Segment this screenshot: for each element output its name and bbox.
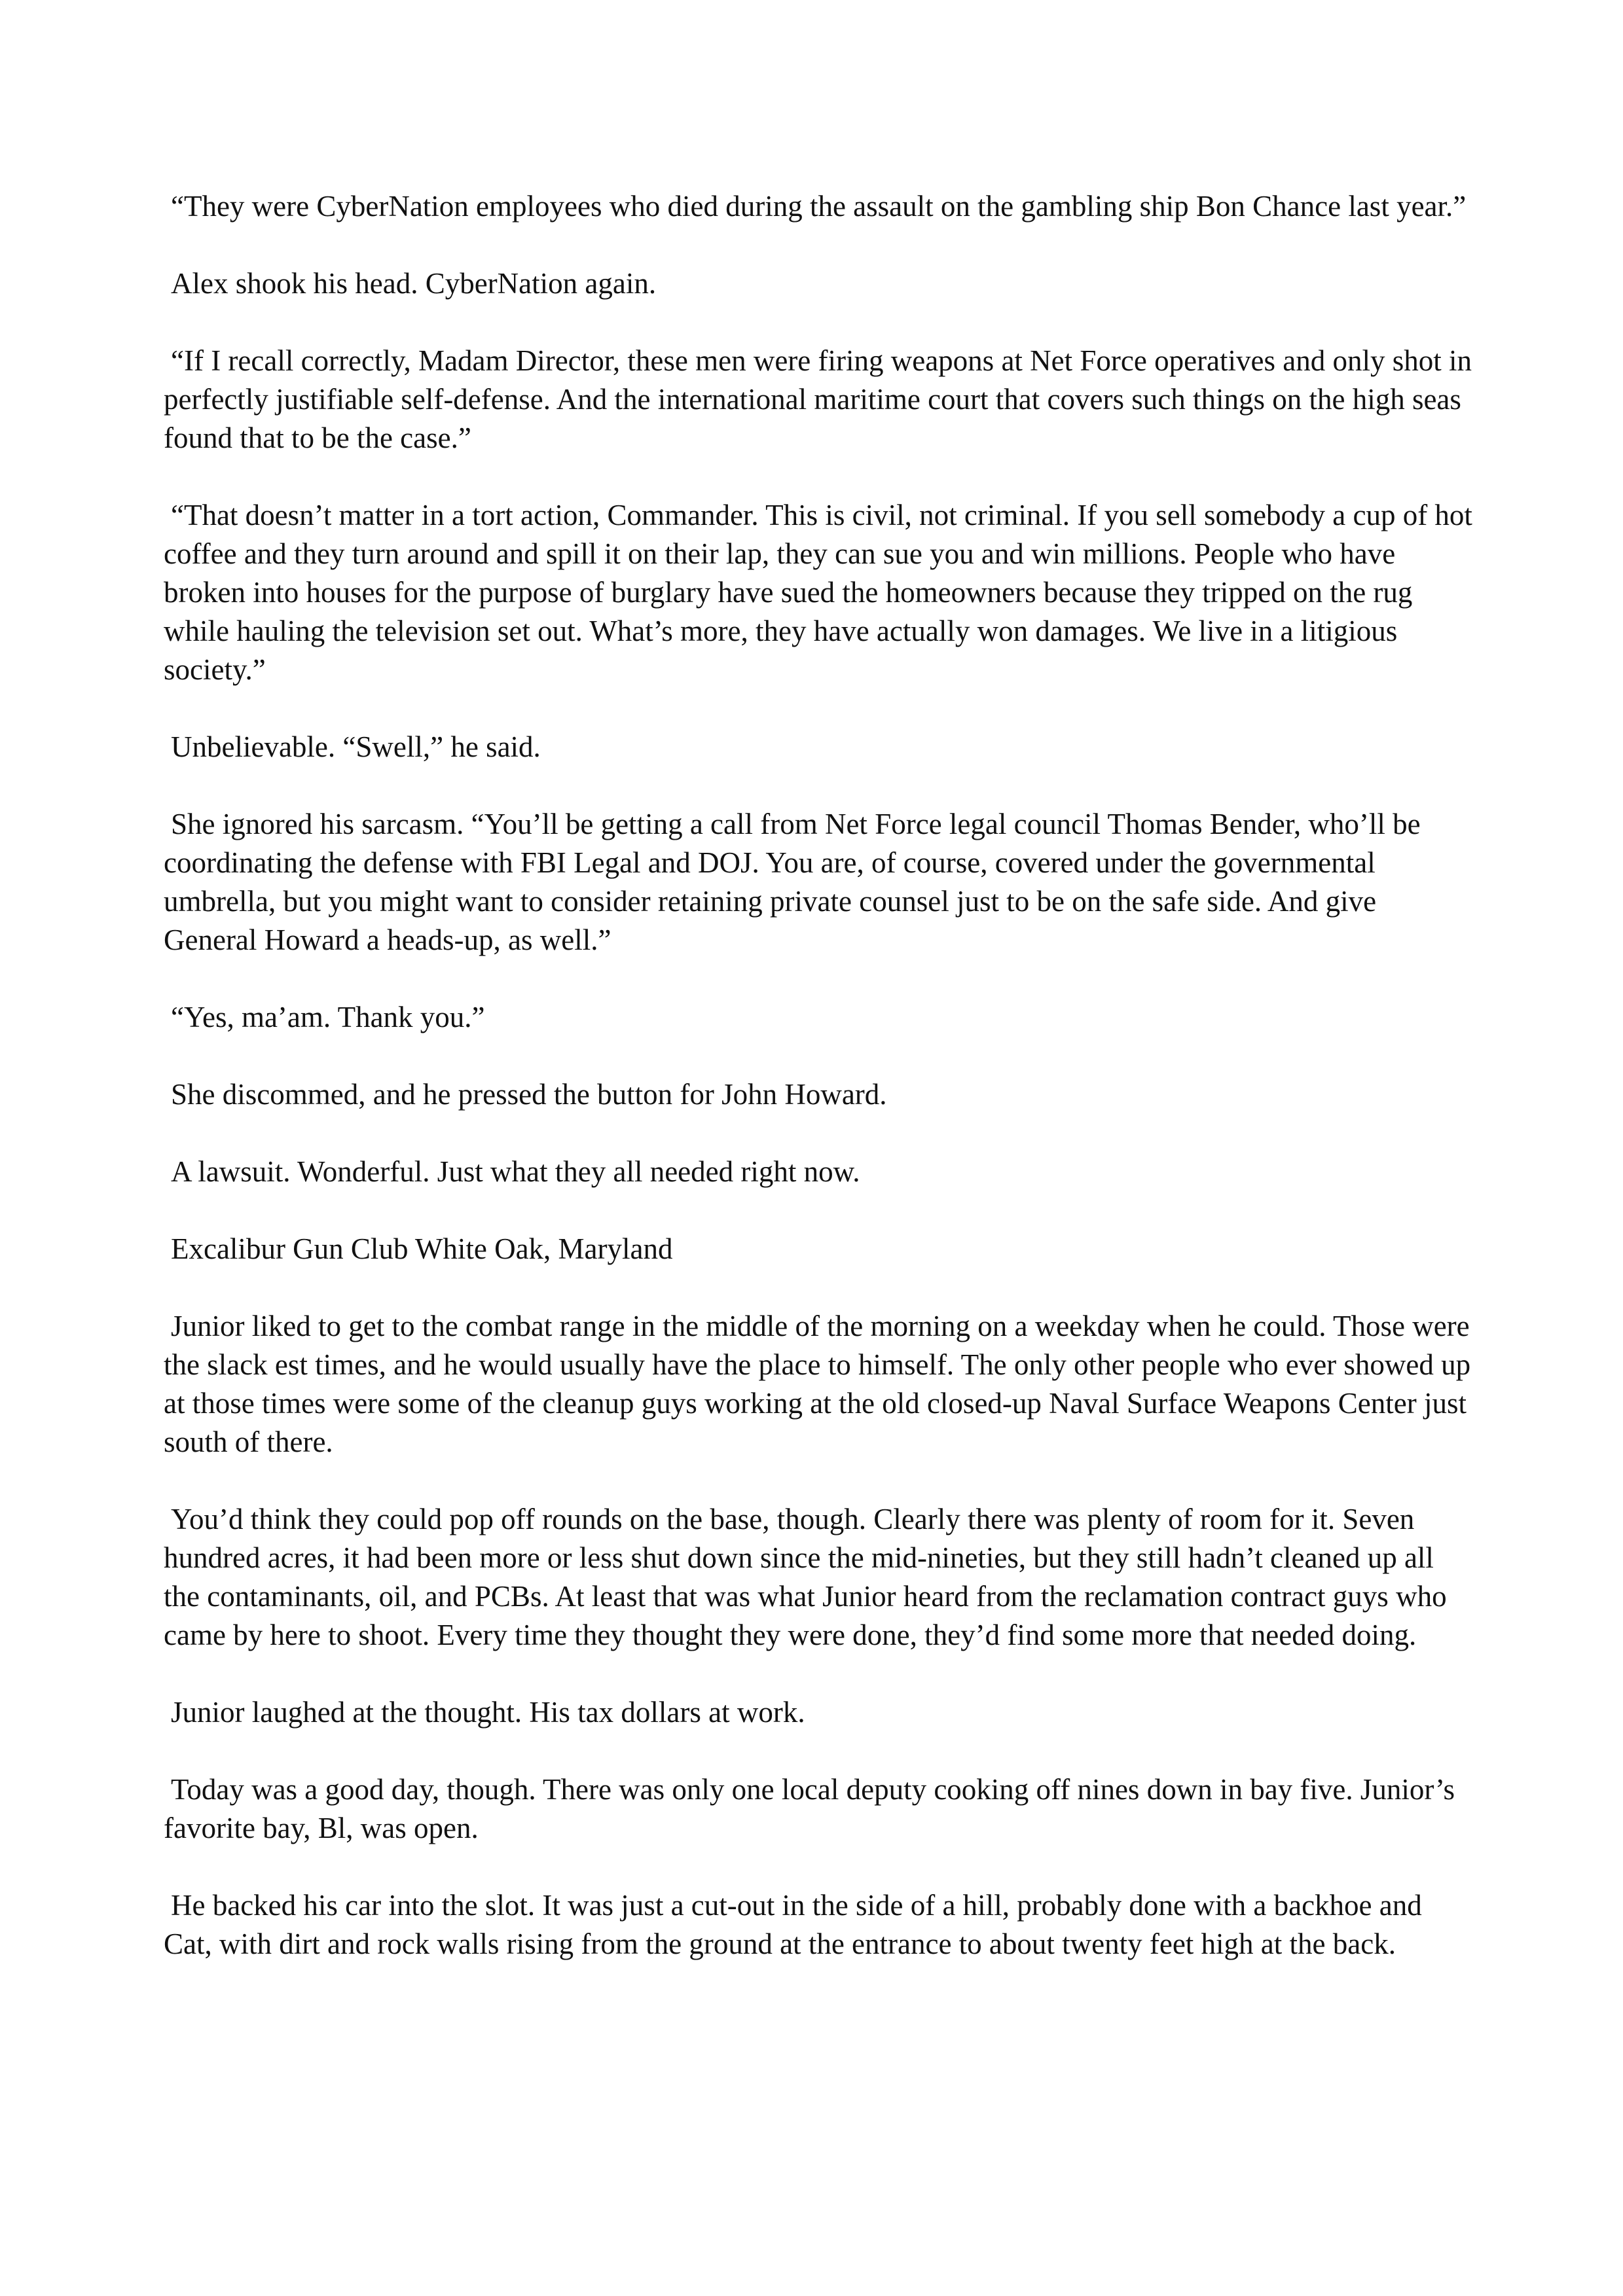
paragraph-5: Unbelievable. “Swell,” he said. — [171, 730, 541, 763]
paragraph-3: “If I recall correctly, Madam Director, these men were firing weapons at Net Force operatives and only shot in perfectly justifiable self-defense. And the international maritime court that covers such things on the high seas found that to be the case.” — [164, 344, 1472, 454]
paragraph-11: Junior liked to get to the combat range in the middle of the morning on a weekday when he could. Those were the slack est times, and he would usually have the place to himself. The only other people who ever showed up at those times were some of the cleanup guys working at the old closed-up Naval Surface Weapons Center just south of there. — [164, 1310, 1471, 1458]
paragraph-9: A lawsuit. Wonderful. Just what they all needed right now. — [171, 1155, 860, 1188]
paragraph-13: Junior laughed at the thought. His tax dollars at work. — [171, 1696, 805, 1729]
paragraph-15: He backed his car into the slot. It was just a cut-out in the side of a hill, probably done with a backhoe and Cat, with dirt and rock walls rising from the ground at the entrance to about twenty feet high at the back. — [164, 1889, 1422, 1960]
paragraph-4: “That doesn’t matter in a tort action, Commander. This is civil, not criminal. If you sell somebody a cup of hot coffee and they turn around and spill it on their lap, they can sue you and win millions. People who have broken into houses for the purpose of burglary have sued the homeowners because they tripped on the rug while hauling the television set out. What’s more, they have actually won damages. We live in a litigious society.” — [164, 499, 1472, 686]
paragraph-6: She ignored his sarcasm. “You’ll be getting a call from Net Force legal council Thomas Bender, who’ll be coordinating the defense with FBI Legal and DOJ. You are, of course, covered under the governmental umbrella, but you might want to consider retaining private counsel just to be on the safe side. And give General Howard a heads-up, as well.” — [164, 808, 1421, 956]
paragraph-8: She discommed, and he pressed the button for John Howard. — [171, 1078, 887, 1111]
document-page — [164, 187, 1473, 1964]
paragraph-7: “Yes, ma’am. Thank you.” — [171, 1001, 485, 1033]
paragraph-14: Today was a good day, though. There was only one local deputy cooking off nines down in bay five. Junior’s favorite bay, Bl, was open. — [164, 1773, 1455, 1844]
paragraph-12: You’d think they could pop off rounds on the base, though. Clearly there was plenty of room for it. Seven hundred acres, it had been more or less shut down since the mid-nineties, but they still hadn’t cleaned up all the contaminants, oil, and PCBs. At least that was what Junior heard from the reclamation contract guys who came by here to shoot. Every time they thought they were done, they’d find some more that needed doing. — [164, 1503, 1447, 1651]
scene-heading: Excalibur Gun Club White Oak, Maryland — [171, 1232, 673, 1265]
paragraph-2: Alex shook his head. CyberNation again. — [171, 267, 657, 300]
paragraph-1: “They were CyberNation employees who died during the assault on the gambling ship Bon Chance last year.” — [171, 190, 1467, 223]
